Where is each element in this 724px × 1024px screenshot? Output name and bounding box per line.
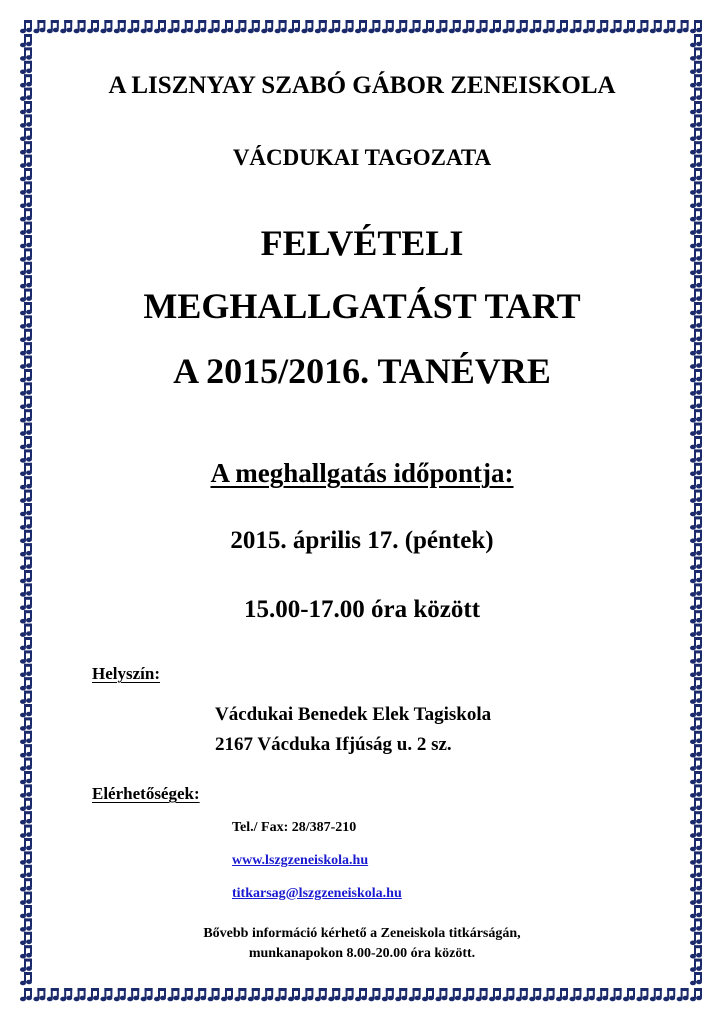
email-link[interactable]: titkarsag@lszgzeneiskola.hu bbox=[232, 886, 402, 901]
music-note-icon bbox=[20, 114, 32, 127]
music-note-icon bbox=[20, 262, 32, 275]
music-note-icon bbox=[690, 784, 702, 797]
music-note-icon bbox=[20, 959, 32, 972]
title-line-3: A 2015/2016. TANÉVRE bbox=[173, 351, 551, 391]
music-note-icon bbox=[20, 436, 32, 449]
music-note-icon bbox=[20, 141, 32, 154]
music-note-icon bbox=[690, 436, 702, 449]
music-note-icon bbox=[20, 650, 32, 663]
music-note-icon bbox=[690, 289, 702, 302]
music-note-icon bbox=[20, 74, 32, 87]
music-note-icon bbox=[20, 382, 32, 395]
music-note-icon bbox=[20, 463, 32, 476]
music-note-icon bbox=[690, 892, 702, 905]
music-note-icon bbox=[20, 784, 32, 797]
music-note-icon bbox=[20, 557, 32, 570]
schedule-heading: A meghallgatás időpontja: bbox=[210, 458, 514, 488]
music-note-icon bbox=[20, 195, 32, 208]
music-note-icon bbox=[20, 825, 32, 838]
music-note-icon bbox=[690, 758, 702, 771]
music-note-icon bbox=[690, 811, 702, 824]
music-note-icon bbox=[690, 74, 702, 87]
music-note-icon bbox=[690, 248, 702, 261]
music-note-icon bbox=[690, 128, 702, 141]
music-note-icon bbox=[20, 47, 32, 60]
music-note-icon bbox=[690, 61, 702, 74]
audition-time: 15.00-17.00 óra között bbox=[243, 596, 481, 623]
music-note-icon bbox=[690, 583, 702, 596]
music-note-icon bbox=[690, 141, 702, 154]
footer-line-1: Bővebb információ kérhető a Zeneiskola titkárságán, bbox=[203, 926, 521, 941]
school-name: A LISZNYAY SZABÓ GÁBOR ZENEISKOLA bbox=[108, 72, 616, 99]
music-note-icon bbox=[20, 851, 32, 864]
music-note-icon bbox=[20, 128, 32, 141]
music-note-icon bbox=[690, 356, 702, 369]
music-note-icon bbox=[20, 396, 32, 409]
music-note-icon bbox=[20, 905, 32, 918]
music-note-icon bbox=[20, 878, 32, 891]
music-note-icon bbox=[20, 624, 32, 637]
music-note-icon bbox=[690, 945, 702, 958]
music-note-icon bbox=[20, 972, 32, 985]
music-note-icon bbox=[690, 101, 702, 114]
music-note-icon bbox=[20, 838, 32, 851]
music-note-icon bbox=[690, 516, 702, 529]
music-note-icon bbox=[690, 610, 702, 623]
music-note-icon bbox=[690, 905, 702, 918]
music-note-icon bbox=[690, 972, 702, 985]
music-note-icon bbox=[690, 570, 702, 583]
music-note-icon bbox=[690, 878, 702, 891]
music-note-icon bbox=[690, 543, 702, 556]
music-note-icon bbox=[690, 275, 702, 288]
music-note-icon bbox=[20, 892, 32, 905]
music-note-icon bbox=[690, 650, 702, 663]
music-note-icon bbox=[690, 463, 702, 476]
music-note-icon bbox=[20, 731, 32, 744]
music-note-icon bbox=[20, 988, 32, 1001]
music-note-icon bbox=[690, 664, 702, 677]
music-note-icon bbox=[690, 851, 702, 864]
music-note-icon bbox=[690, 208, 702, 221]
music-note-icon bbox=[690, 637, 702, 650]
music-note-icon bbox=[20, 744, 32, 757]
music-note-icon bbox=[690, 382, 702, 395]
music-note-icon bbox=[20, 329, 32, 342]
music-note-icon bbox=[690, 181, 702, 194]
music-note-icon bbox=[690, 597, 702, 610]
music-note-icon bbox=[20, 423, 32, 436]
music-note-icon bbox=[20, 208, 32, 221]
music-note-icon bbox=[20, 583, 32, 596]
music-note-icon bbox=[20, 945, 32, 958]
music-note-icon bbox=[690, 262, 702, 275]
music-note-icon bbox=[20, 222, 32, 235]
music-note-icon bbox=[20, 717, 32, 730]
music-note-icon bbox=[20, 543, 32, 556]
music-note-icon bbox=[20, 449, 32, 462]
music-note-icon bbox=[690, 114, 702, 127]
music-note-icon bbox=[690, 959, 702, 972]
music-note-icon bbox=[20, 302, 32, 315]
music-note-icon bbox=[20, 168, 32, 181]
music-note-icon bbox=[20, 34, 32, 47]
music-note-icon bbox=[690, 691, 702, 704]
music-note-icon bbox=[690, 47, 702, 60]
music-note-icon bbox=[20, 530, 32, 543]
music-note-icon bbox=[20, 369, 32, 382]
music-note-icon bbox=[20, 503, 32, 516]
phone-number: Tel./ Fax: 28/387-210 bbox=[232, 820, 357, 835]
music-note-icon bbox=[20, 181, 32, 194]
music-note-icon bbox=[690, 798, 702, 811]
music-note-icon bbox=[20, 597, 32, 610]
music-note-icon bbox=[690, 34, 702, 47]
music-note-icon bbox=[20, 289, 32, 302]
music-note-icon bbox=[20, 88, 32, 101]
music-note-icon bbox=[20, 342, 32, 355]
music-note-icon bbox=[20, 932, 32, 945]
title-line-1: FELVÉTELI bbox=[260, 223, 464, 263]
music-note-icon bbox=[690, 557, 702, 570]
music-note-icon bbox=[690, 704, 702, 717]
music-note-icon bbox=[690, 449, 702, 462]
music-note-icon bbox=[690, 369, 702, 382]
music-note-icon bbox=[20, 570, 32, 583]
music-note-icon bbox=[690, 825, 702, 838]
music-note-icon bbox=[20, 101, 32, 114]
music-note-icon bbox=[690, 222, 702, 235]
music-note-icon bbox=[690, 409, 702, 422]
music-note-icon bbox=[690, 155, 702, 168]
location-line-2: 2167 Vácduka Ifjúság u. 2 sz. bbox=[215, 734, 452, 755]
music-note-icon bbox=[20, 758, 32, 771]
music-note-icon bbox=[690, 315, 702, 328]
music-note-icon bbox=[20, 771, 32, 784]
music-note-icon bbox=[690, 932, 702, 945]
music-note-icon bbox=[690, 677, 702, 690]
music-note-icon bbox=[20, 691, 32, 704]
contacts-label: Elérhetőségek: bbox=[92, 784, 200, 803]
music-note-icon bbox=[690, 918, 702, 931]
music-note-icon bbox=[20, 235, 32, 248]
music-note-icon bbox=[20, 516, 32, 529]
music-note-icon bbox=[690, 329, 702, 342]
music-note-icon bbox=[690, 771, 702, 784]
music-note-icon bbox=[690, 396, 702, 409]
music-note-icon bbox=[20, 61, 32, 74]
branch-name: VÁCDUKAI TAGOZATA bbox=[232, 145, 492, 170]
music-note-icon bbox=[690, 988, 702, 1001]
music-note-icon bbox=[20, 20, 32, 33]
music-note-icon bbox=[20, 811, 32, 824]
title-line-2: MEGHALLGATÁST TART bbox=[143, 286, 581, 326]
music-note-icon bbox=[20, 918, 32, 931]
location-line-1: Vácdukai Benedek Elek Tagiskola bbox=[215, 704, 492, 725]
music-note-icon bbox=[690, 838, 702, 851]
music-note-icon bbox=[690, 744, 702, 757]
website-link[interactable]: www.lszgzeneiskola.hu bbox=[232, 853, 369, 868]
music-note-icon bbox=[690, 88, 702, 101]
music-note-icon bbox=[690, 168, 702, 181]
music-note-icon bbox=[20, 275, 32, 288]
music-note-icon bbox=[690, 302, 702, 315]
music-note-icon bbox=[20, 865, 32, 878]
music-note-icon bbox=[20, 155, 32, 168]
music-note-icon bbox=[690, 530, 702, 543]
music-note-icon bbox=[690, 342, 702, 355]
location-label: Helyszín: bbox=[92, 664, 160, 683]
audition-date: 2015. április 17. (péntek) bbox=[230, 527, 494, 554]
music-note-icon bbox=[20, 476, 32, 489]
music-note-icon bbox=[690, 717, 702, 730]
music-note-icon bbox=[690, 731, 702, 744]
music-note-icon bbox=[690, 865, 702, 878]
music-note-icon bbox=[20, 356, 32, 369]
music-note-icon bbox=[20, 798, 32, 811]
music-note-icon bbox=[690, 476, 702, 489]
music-note-icon bbox=[20, 677, 32, 690]
footer-line-2: munkanapokon 8.00-20.00 óra között. bbox=[248, 946, 476, 961]
music-note-icon bbox=[690, 235, 702, 248]
music-note-icon bbox=[690, 503, 702, 516]
music-note-icon bbox=[20, 664, 32, 677]
music-note-icon bbox=[690, 195, 702, 208]
music-note-icon bbox=[690, 624, 702, 637]
music-note-icon bbox=[20, 409, 32, 422]
music-note-icon bbox=[20, 610, 32, 623]
music-note-icon bbox=[20, 637, 32, 650]
flyer-content bbox=[40, 0, 684, 1024]
music-note-icon bbox=[690, 20, 702, 33]
music-note-icon bbox=[20, 315, 32, 328]
music-note-icon bbox=[690, 490, 702, 503]
music-note-icon bbox=[20, 248, 32, 261]
music-note-icon bbox=[20, 704, 32, 717]
music-note-icon bbox=[690, 423, 702, 436]
music-note-icon bbox=[20, 490, 32, 503]
